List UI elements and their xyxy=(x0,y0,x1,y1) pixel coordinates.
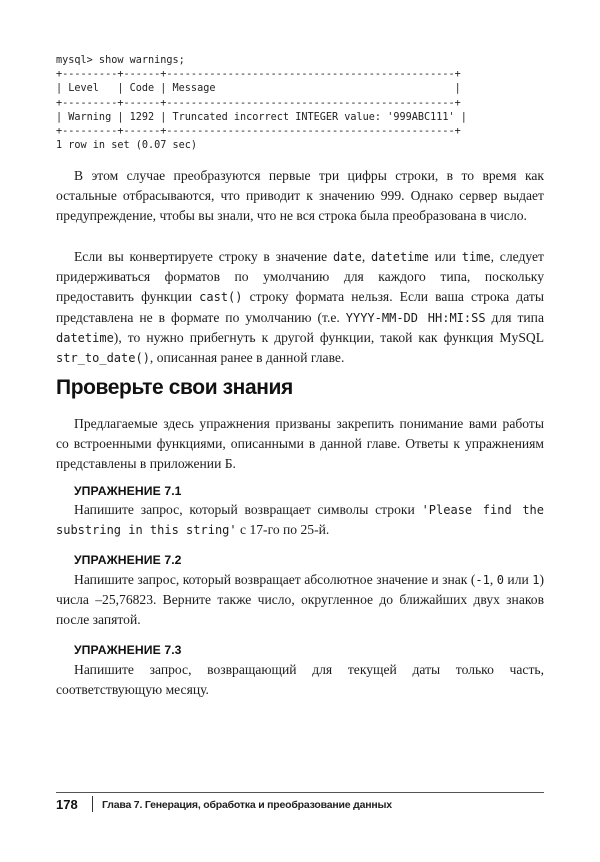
code-line: +---------+------+-----------------------------------------------+ xyxy=(56,69,461,81)
paragraph-date-formats: Если вы конвертируете строку в значение date, datetime или time, следует придерживаться форматов по умолчанию для каждого типа, поскольку предоставить функции cast() строку формата нельзя. Если ваша строка даты представлена не в формате по умолчанию (т.е. YYYY-MM-DD HH:MI:SS для типа datetime), то нужно прибегнуть к другой функции, такой как функция MySQL str_to_date(), описанная ранее в данной главе. xyxy=(56,249,544,366)
exercise-text: Напишите запрос, который возвращает символы строки 'Please find the substring in this string' с 17-го по 25-й. xyxy=(56,502,544,538)
code-line: | Warning | 1292 | Truncated incorrect INTEGER value: '999ABC111' | xyxy=(56,111,467,123)
code-line: +---------+------+-----------------------------------------------+ xyxy=(56,97,461,109)
exercise-title: УПРАЖНЕНИЕ 7.1 xyxy=(74,484,182,498)
running-footer-chapter: Глава 7. Генерация, обработка и преобразование данных xyxy=(102,799,392,811)
paragraph-exercises-intro: Предлагаемые здесь упражнения призваны закрепить понимание вами работы со встроенными функциями, описанными в данной главе. Ответы к упражнениям представлены в приложении Б. xyxy=(56,416,544,472)
section-title: Проверьте свои знания xyxy=(56,376,293,399)
code-line: +---------+------+-----------------------------------------------+ xyxy=(56,126,461,138)
footer-separator xyxy=(92,796,93,812)
page-number: 178 xyxy=(56,797,78,812)
code-line: | Level | Code | Message | xyxy=(56,83,461,95)
code-line: 1 row in set (0.07 sec) xyxy=(56,140,198,152)
exercise-text: Напишите запрос, возвращающий для текущей даты только часть, соответствующую месяцу. xyxy=(56,662,544,698)
code-line: mysql> show warnings; xyxy=(56,55,185,66)
exercise-text: Напишите запрос, который возвращает абсолютное значение и знак (-1, 0 или 1) числа –25,76823. Верните также число, округленное до ближайших двух знаков после запятой. xyxy=(56,572,544,628)
code-block xyxy=(56,54,467,153)
footer-divider xyxy=(56,792,544,793)
paragraph-conversion-result: В этом случае преобразуются первые три цифры строки, в то время как остальные отбрасываются, что приводит к значению 999. Однако сервер выдает предупреждение, чтобы вы знали, что не вся строка была преобразована в число. xyxy=(56,168,544,224)
exercise-title: УПРАЖНЕНИЕ 7.2 xyxy=(74,553,182,567)
exercise-title: УПРАЖНЕНИЕ 7.3 xyxy=(74,643,182,657)
